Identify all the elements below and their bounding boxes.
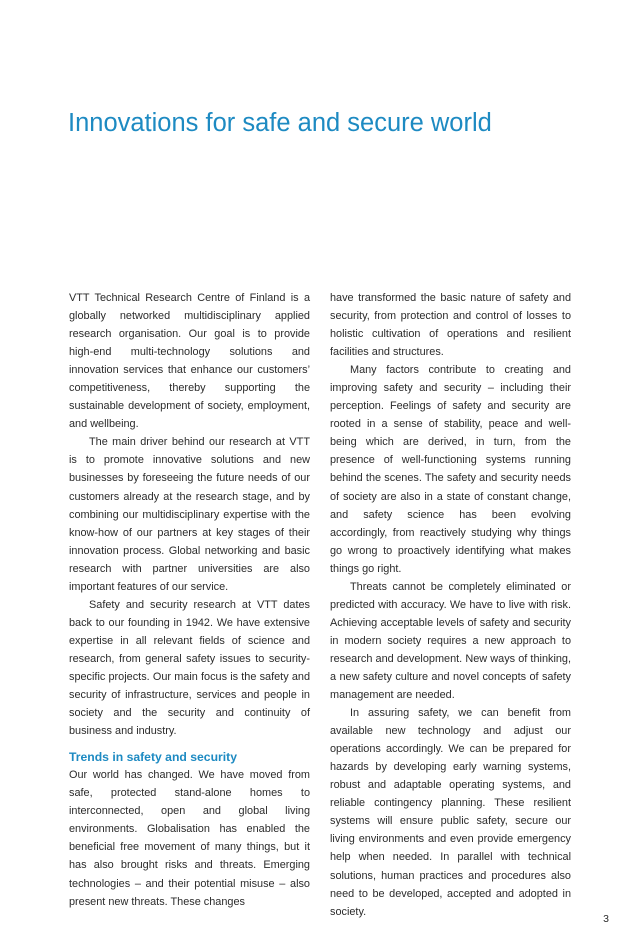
factors-paragraph: Many factors contribute to creating and improving safety and security – including their perception. Feelings of safety and security are rooted in a sense of stability, peace and well-being which are derived, in turn, from the presence of well-functioning systems running behind the scenes. The safety and security needs of society are also in a state of constant change, and safety science has been evolving accordingly, from reactively studying why things go wrong to proactively identifying what makes things go right. — [330, 364, 571, 575]
page-number: 3 — [603, 913, 609, 925]
section-heading-trends: Trends in safety and security — [69, 750, 237, 765]
research-driver-paragraph: The main driver behind our research at VTT is to promote innovative solutions and new businesses by foreseeing the future needs of our customers already at the research stage, and by combining our multidisciplinary expertise with the know-how of our partners at key stages of their innovation process. Global networking and basic research with partner universities are also important features of our service. — [69, 436, 310, 593]
left-text-column — [69, 289, 310, 911]
intro-paragraph: VTT Technical Research Centre of Finland is a globally networked multidisciplinary applied research organisation. Our goal is to provide high-end multi-technology solutions and innovation services that enhance our customers’ competitiveness, thereby supporting the sustainable development of society, employment, and wellbeing. — [69, 292, 310, 431]
assuring-safety-paragraph: In assuring safety, we can benefit from available new technology and adjust our operations accordingly. We can be prepared for hazards by developing early warning systems, robust and adaptable operating systems, and reliable contingency planning. These resilient systems will ensure public safety, secure our living environments and even provide emergency help when needed. In parallel with technical solutions, human practices and procedures also need to be developed, accepted and adopted in society. — [330, 707, 571, 918]
threats-paragraph: Threats cannot be completely eliminated or predicted with accuracy. We have to live with risk. Achieving acceptable levels of safety and security in modern society requires a new approach to research and development. New ways of thinking, a new safety culture and novel concepts of safety management are needed. — [330, 580, 571, 702]
page-title: Innovations for safe and secure world — [68, 109, 492, 137]
continued-paragraph: have transformed the basic nature of safety and security, from protection and control of losses to holistic cultivation of operations and resilient facilities and structures. — [330, 292, 571, 359]
trends-paragraph: Our world has changed. We have moved from safe, protected stand-alone homes to interconnected, open and global living environments. Globalisation has enabled the beneficial free movement of many things, but it has also brought risks and threats. Emerging technologies – and their potential misuse – also present new threats. These changes — [69, 769, 310, 908]
right-text-column — [330, 289, 571, 921]
safety-research-paragraph: Safety and security research at VTT dates back to our founding in 1942. We have extensive expertise in all relevant fields of science and research, from general safety issues to security-specific projects. Our main focus is the safety and security of infrastructure, services and people in society and the security and continuity of business and industry. — [69, 598, 310, 738]
